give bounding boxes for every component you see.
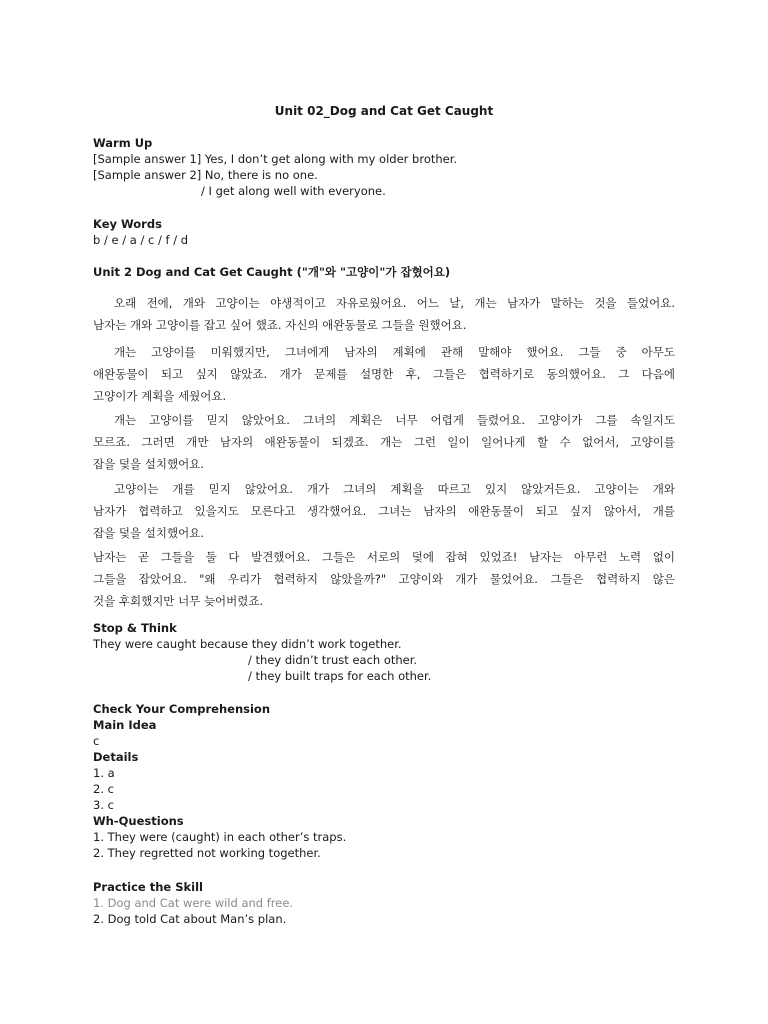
story-paragraph [93,409,675,475]
key-words-section [93,216,683,248]
wh-answer: 1. They were (caught) in each other’s traps. [93,830,347,844]
paragraph-line: 오래 전에, 개와 고양이는 야생적이고 자유로웠어요. 어느 날, 개는 남자가 말하는 것을 들었어요. [114,296,675,310]
comprehension-section [93,701,683,861]
paragraph-line: 잡을 덫을 설치했어요. [93,526,204,540]
story-paragraph [93,546,675,612]
paragraph-line: 남자는 개와 고양이를 잡고 싶어 했죠. 자신의 애완동물로 그들을 원했어요. [93,318,467,332]
details-answer: 1. a [93,766,115,780]
practice-item: 2. Dog told Cat about Man’s plan. [93,912,287,926]
warm-up-line: [Sample answer 1] Yes, I don’t get along with my older brother. [93,152,458,166]
main-idea-heading: Main Idea [93,718,157,732]
details-answer: 2. c [93,782,114,796]
paragraph-line: 모르죠. 그러면 개만 남자의 애완동물이 되겠죠. 개는 그런 일이 일어나게 할 수 없어서, 고양이를 [93,435,675,449]
paragraph-line: 개는 고양이를 믿지 않았어요. 그녀의 계획은 너무 어렵게 들렸어요. 고양이가 그를 속일지도 [114,413,675,427]
paragraph-line: 애완동물이 되고 싶지 않았죠. 개가 문제를 설명한 후, 그들은 협력하기로 동의했어요. 그 다음에 [93,367,675,381]
paragraph-line: 것을 후회했지만 너무 늦어버렸죠. [93,594,264,608]
story-paragraph [93,341,675,407]
warm-up-section [93,135,683,199]
warm-up-heading: Warm Up [93,136,153,150]
comprehension-heading: Check Your Comprehension [93,702,271,716]
story-heading: Unit 2 Dog and Cat Get Caught ("개"와 "고양이"가 잡혔어요) [93,265,451,279]
story-section [93,264,683,280]
paragraph-line: 남자가 협력하고 있을지도 모른다고 생각했어요. 그녀는 남자의 애완동물이 되고 싶지 않아서, 개를 [93,504,675,518]
story-paragraph [93,292,675,336]
stop-think-line: / they built traps for each other. [248,669,432,683]
paragraph-line: 그들을 잡았어요. "왜 우리가 협력하지 않았을까?" 고양이와 개가 물었어요. 그들은 협력하지 않은 [93,572,675,586]
stop-think-heading: Stop & Think [93,621,177,635]
paragraph-line: 잡을 덫을 설치했어요. [93,457,204,471]
details-heading: Details [93,750,139,764]
paragraph-line: 개는 고양이를 미워했지만, 그녀에게 남자의 계획에 관해 말해야 했어요. 그들 중 아무도 [114,345,675,359]
paragraph-line: 고양이가 계획을 세웠어요. [93,389,227,403]
story-paragraph [93,478,675,544]
paragraph-line: 고양이는 개를 믿지 않았어요. 개가 그녀의 계획을 따르고 있지 않았거든요. 고양이는 개와 [114,482,675,496]
stop-think-section [93,620,683,684]
stop-think-line: / they didn’t trust each other. [248,653,418,667]
wh-answer: 2. They regretted not working together. [93,846,321,860]
practice-section [93,879,683,927]
stop-think-line: They were caught because they didn’t work together. [93,637,402,651]
key-words-value: b / e / a / c / f / d [93,233,189,247]
practice-heading: Practice the Skill [93,880,203,894]
paragraph-line: 남자는 곧 그들을 둘 다 발견했어요. 그들은 서로의 덫에 잡혀 있었죠! 남자는 아무런 노력 없이 [93,550,675,564]
details-answer: 3. c [93,798,114,812]
wh-questions-heading: Wh-Questions [93,814,184,828]
practice-item: 1. Dog and Cat were wild and free. [93,896,294,910]
page-title: Unit 02_Dog and Cat Get Caught [274,104,494,118]
warm-up-line: / I get along well with everyone. [201,184,386,198]
key-words-heading: Key Words [93,217,162,231]
warm-up-line: [Sample answer 2] No, there is no one. [93,168,318,182]
main-idea-answer: c [93,734,100,748]
